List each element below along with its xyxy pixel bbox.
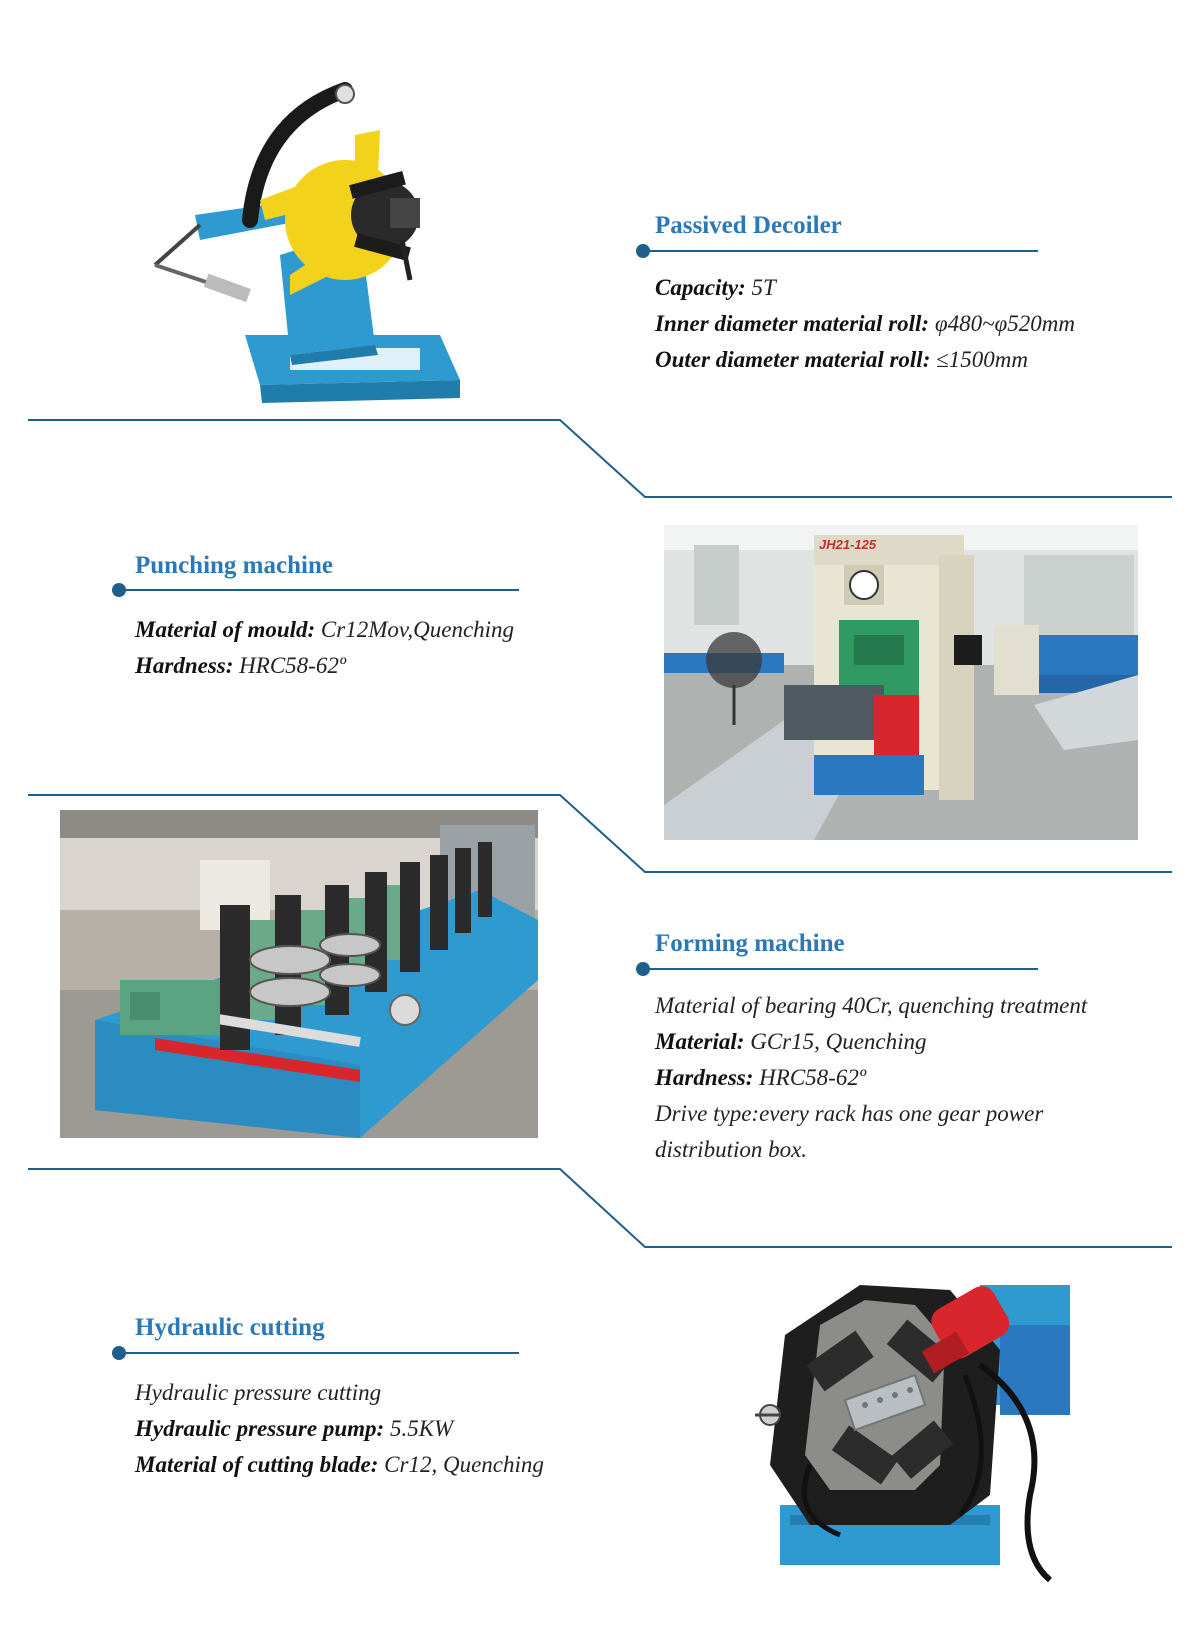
spec-list bbox=[655, 270, 1075, 378]
spec-line bbox=[655, 988, 1087, 1024]
section-title: Hydraulic cutting bbox=[135, 1314, 325, 1341]
spec-line bbox=[135, 1375, 544, 1411]
spec-label: Capacity: bbox=[655, 275, 746, 300]
spec-value: ≤1500mm bbox=[930, 347, 1028, 372]
spec-label: Inner diameter material roll: bbox=[655, 311, 930, 336]
spec-value: Hydraulic pressure cutting bbox=[135, 1380, 382, 1405]
spec-line bbox=[135, 1411, 544, 1447]
spec-value: Drive type:every rack has one gear power bbox=[655, 1101, 1044, 1126]
spec-value: Cr12Mov,Quenching bbox=[315, 617, 515, 642]
section-title: Forming machine bbox=[655, 930, 845, 957]
punching-machine-photo bbox=[664, 525, 1138, 840]
section-title-rule bbox=[119, 1352, 519, 1354]
spec-value: 5.5KW bbox=[384, 1416, 454, 1441]
spec-label: Hydraulic pressure pump: bbox=[135, 1416, 385, 1441]
spec-value: HRC58-62º bbox=[753, 1065, 866, 1090]
spec-line bbox=[655, 1096, 1087, 1132]
spec-value: Cr12, Quenching bbox=[378, 1452, 544, 1477]
spec-value: 5T bbox=[745, 275, 776, 300]
spec-line bbox=[655, 270, 1075, 306]
spec-value: GCr15, Quenching bbox=[744, 1029, 927, 1054]
spec-label: Material: bbox=[655, 1029, 745, 1054]
spec-line bbox=[135, 1447, 544, 1483]
hydraulic-cutter-photo bbox=[750, 1265, 1085, 1585]
spec-line bbox=[135, 648, 514, 684]
spec-value: φ480~φ520mm bbox=[929, 311, 1075, 336]
spec-label: Outer diameter material roll: bbox=[655, 347, 931, 372]
spec-value: Material of bearing 40Cr, quenching treatment bbox=[655, 993, 1088, 1018]
spec-line bbox=[655, 342, 1075, 378]
spec-label: Material of cutting blade: bbox=[135, 1452, 379, 1477]
section-title-rule bbox=[643, 968, 1038, 970]
decoiler-photo bbox=[140, 80, 470, 415]
spec-line bbox=[655, 1060, 1087, 1096]
spec-list bbox=[135, 612, 514, 684]
spec-list bbox=[655, 988, 1087, 1168]
section-title: Passived Decoiler bbox=[655, 212, 842, 239]
spec-label: Material of mould: bbox=[135, 617, 316, 642]
spec-value: HRC58-62º bbox=[233, 653, 346, 678]
section-title: Punching machine bbox=[135, 552, 333, 579]
press-model-plate: JH21-125 bbox=[819, 537, 877, 552]
forming-machine-photo bbox=[60, 810, 538, 1138]
spec-label: Hardness: bbox=[135, 653, 234, 678]
spec-value: distribution box. bbox=[655, 1137, 808, 1162]
spec-line bbox=[655, 306, 1075, 342]
section-title-rule bbox=[643, 250, 1038, 252]
spec-label: Hardness: bbox=[655, 1065, 754, 1090]
spec-line bbox=[135, 612, 514, 648]
divider-1 bbox=[28, 420, 1172, 497]
spec-line bbox=[655, 1132, 1087, 1168]
divider-3 bbox=[28, 1169, 1172, 1247]
spec-list bbox=[135, 1375, 544, 1483]
spec-line bbox=[655, 1024, 1087, 1060]
section-title-rule bbox=[119, 589, 519, 591]
